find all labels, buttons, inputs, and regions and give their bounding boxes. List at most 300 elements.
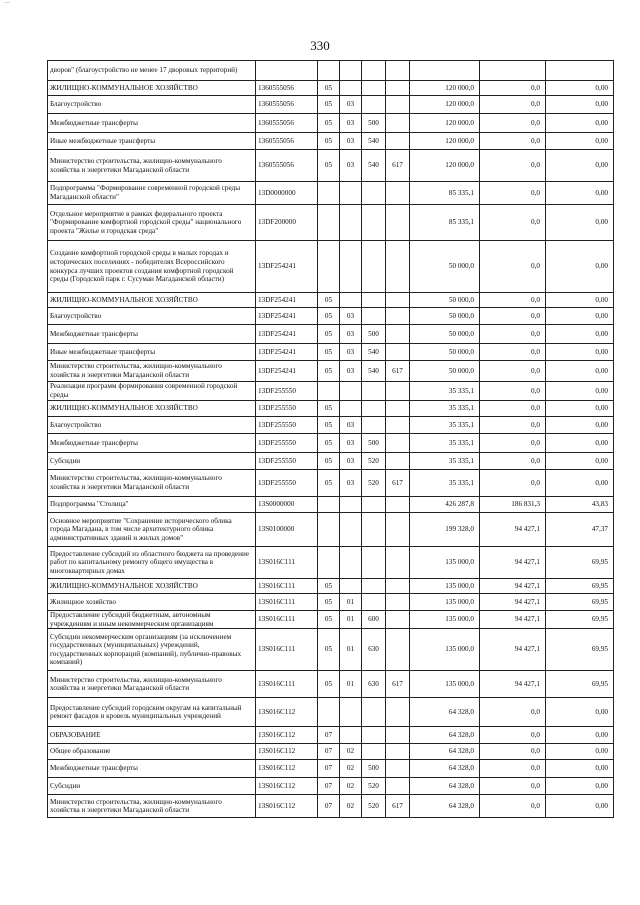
row-expense-type: 600 (362, 611, 386, 629)
row-plan-amount: 64 328,0 (410, 698, 480, 727)
row-code: 13S016C112 (256, 727, 318, 744)
row-executed-amount: 0,0 (480, 361, 546, 382)
row-percent: 0,00 (546, 382, 614, 401)
row-plan-amount: 64 328,0 (410, 778, 480, 795)
row-executed-amount: 0,0 (480, 241, 546, 293)
corner-mark: — (4, 0, 10, 6)
row-plan-amount: 120 000,0 (410, 81, 480, 96)
row-admin-code (386, 594, 410, 611)
row-expense-type: 500 (362, 760, 386, 778)
row-admin-code (386, 497, 410, 513)
row-executed-amount: 0,0 (480, 470, 546, 497)
row-name: Министерство строительства, жилищно-коммунального хозяйства и энергетики Магаданской области (48, 671, 256, 698)
table-row (48, 61, 614, 81)
budget-table-body (48, 61, 614, 818)
row-plan-amount: 50 000,0 (410, 325, 480, 344)
row-subsection: 03 (340, 325, 362, 344)
table-row (48, 241, 614, 293)
table-row (48, 744, 614, 760)
row-subsection (340, 698, 362, 727)
row-executed-amount: 94 427,1 (480, 547, 546, 579)
row-expense-type: 540 (362, 133, 386, 150)
row-name: Благоустройство (48, 308, 256, 325)
row-executed-amount: 0,0 (480, 81, 546, 96)
row-admin-code (386, 760, 410, 778)
row-expense-type (362, 308, 386, 325)
row-code: 13S016C111 (256, 594, 318, 611)
row-executed-amount: 0,0 (480, 133, 546, 150)
row-code: 13S0100000 (256, 513, 318, 547)
row-section (318, 513, 340, 547)
row-code: 13D0000000 (256, 182, 318, 205)
row-subsection: 03 (340, 361, 362, 382)
row-subsection (340, 205, 362, 241)
row-subsection (340, 293, 362, 308)
row-executed-amount: 0,0 (480, 308, 546, 325)
row-code: 13DF254241 (256, 344, 318, 361)
row-admin-code (386, 417, 410, 434)
row-percent: 69,95 (546, 629, 614, 671)
row-expense-type: 520 (362, 778, 386, 795)
row-expense-type: 630 (362, 671, 386, 698)
row-section: 07 (318, 727, 340, 744)
row-percent: 0,00 (546, 470, 614, 497)
row-plan-amount: 35 335,1 (410, 434, 480, 453)
row-section (318, 698, 340, 727)
row-expense-type (362, 579, 386, 594)
row-name: Предоставление субсидий городским округам на капитальный ремонт фасадов и кровель муниципальных учреждений (48, 698, 256, 727)
row-admin-code (386, 308, 410, 325)
row-executed-amount: 0,0 (480, 96, 546, 114)
row-code: 13DF255550 (256, 382, 318, 401)
table-row (48, 293, 614, 308)
row-admin-code (386, 382, 410, 401)
row-expense-type (362, 497, 386, 513)
row-plan-amount: 85 335,1 (410, 205, 480, 241)
row-subsection: 02 (340, 795, 362, 818)
table-row (48, 513, 614, 547)
row-executed-amount: 94 427,1 (480, 611, 546, 629)
row-percent: 0,00 (546, 344, 614, 361)
row-section (318, 497, 340, 513)
row-subsection: 03 (340, 434, 362, 453)
row-name: Предоставление субсидий бюджетным, автономным учреждениям и иным некоммерческим организациям (48, 611, 256, 629)
row-subsection: 03 (340, 470, 362, 497)
row-section: 05 (318, 308, 340, 325)
table-row (48, 96, 614, 114)
row-subsection: 03 (340, 453, 362, 470)
row-expense-type (362, 698, 386, 727)
row-plan-amount: 120 000,0 (410, 96, 480, 114)
row-name: Межбюджетные трансферты (48, 434, 256, 453)
table-row (48, 671, 614, 698)
row-expense-type: 500 (362, 434, 386, 453)
row-percent: 0,00 (546, 417, 614, 434)
row-name: ЖИЛИЩНО-КОММУНАЛЬНОЕ ХОЗЯЙСТВО (48, 293, 256, 308)
row-plan-amount: 35 335,1 (410, 417, 480, 434)
row-admin-code (386, 61, 410, 81)
row-executed-amount: 0,0 (480, 698, 546, 727)
row-executed-amount: 0,0 (480, 778, 546, 795)
row-section: 05 (318, 81, 340, 96)
table-row (48, 325, 614, 344)
row-expense-type: 520 (362, 795, 386, 818)
table-row (48, 629, 614, 671)
row-expense-type (362, 382, 386, 401)
row-admin-code (386, 241, 410, 293)
row-admin-code (386, 727, 410, 744)
row-plan-amount: 64 328,0 (410, 744, 480, 760)
row-section: 05 (318, 96, 340, 114)
row-admin-code (386, 182, 410, 205)
row-percent: 47,37 (546, 513, 614, 547)
row-code (256, 61, 318, 81)
row-plan-amount: 64 328,0 (410, 760, 480, 778)
row-plan-amount: 64 328,0 (410, 727, 480, 744)
row-subsection: 02 (340, 744, 362, 760)
row-plan-amount: 135 000,0 (410, 547, 480, 579)
row-code: 13S016C111 (256, 579, 318, 594)
table-row (48, 308, 614, 325)
table-row (48, 150, 614, 182)
row-code: 13DF200000 (256, 205, 318, 241)
row-admin-code: 617 (386, 150, 410, 182)
row-code: 13DF255550 (256, 417, 318, 434)
row-executed-amount: 94 427,1 (480, 579, 546, 594)
row-section: 05 (318, 401, 340, 417)
row-code: 13DF254241 (256, 293, 318, 308)
table-row (48, 344, 614, 361)
row-section: 05 (318, 470, 340, 497)
row-subsection (340, 513, 362, 547)
row-admin-code (386, 401, 410, 417)
row-name: Предоставление субсидий из областного бюджета на проведение работ по капитальному ремонту общего имущества в многоквартирных домах (48, 547, 256, 579)
row-section (318, 547, 340, 579)
row-percent: 69,95 (546, 671, 614, 698)
table-row (48, 611, 614, 629)
row-expense-type: 520 (362, 453, 386, 470)
table-row (48, 778, 614, 795)
row-subsection: 03 (340, 308, 362, 325)
row-section: 05 (318, 417, 340, 434)
row-name: Основное мероприятие "Сохранение исторического облика города Магадана, в том числе архитектурного облика административных зданий и жилых домов" (48, 513, 256, 547)
row-subsection: 03 (340, 150, 362, 182)
row-subsection: 03 (340, 96, 362, 114)
row-executed-amount: 0,0 (480, 205, 546, 241)
row-admin-code (386, 611, 410, 629)
row-section (318, 382, 340, 401)
row-admin-code (386, 579, 410, 594)
row-expense-type (362, 81, 386, 96)
row-percent: 69,95 (546, 547, 614, 579)
row-plan-amount: 135 000,0 (410, 611, 480, 629)
row-admin-code (386, 513, 410, 547)
row-expense-type (362, 594, 386, 611)
row-section: 05 (318, 361, 340, 382)
row-name: Благоустройство (48, 417, 256, 434)
table-row (48, 205, 614, 241)
row-plan-amount: 120 000,0 (410, 150, 480, 182)
row-executed-amount: 0,0 (480, 795, 546, 818)
row-subsection: 01 (340, 629, 362, 671)
row-expense-type (362, 417, 386, 434)
row-name: Министерство строительства, жилищно-коммунального хозяйства и энергетики Магаданской области (48, 470, 256, 497)
row-plan-amount: 35 335,1 (410, 382, 480, 401)
row-plan-amount: 85 335,1 (410, 182, 480, 205)
row-section: 05 (318, 114, 340, 133)
row-percent: 0,00 (546, 453, 614, 470)
row-name: Отдельное мероприятие в рамках федерального проекта "Формирование комфортной городской среды" национального проекта "Жилье и городская среда" (48, 205, 256, 241)
row-executed-amount: 0,0 (480, 760, 546, 778)
row-subsection (340, 61, 362, 81)
row-percent: 0,00 (546, 150, 614, 182)
row-executed-amount: 0,0 (480, 382, 546, 401)
row-section: 07 (318, 744, 340, 760)
row-section: 05 (318, 579, 340, 594)
row-expense-type (362, 547, 386, 579)
row-section: 05 (318, 629, 340, 671)
row-subsection (340, 727, 362, 744)
table-row (48, 434, 614, 453)
row-plan-amount: 135 000,0 (410, 579, 480, 594)
row-code: 13S016C112 (256, 744, 318, 760)
row-subsection: 01 (340, 611, 362, 629)
row-expense-type: 520 (362, 470, 386, 497)
row-percent: 69,95 (546, 594, 614, 611)
row-code: 13DF254241 (256, 308, 318, 325)
row-admin-code (386, 453, 410, 470)
row-executed-amount: 0,0 (480, 150, 546, 182)
row-name: Министерство строительства, жилищно-коммунального хозяйства и энергетики Магаданской области (48, 150, 256, 182)
row-subsection (340, 241, 362, 293)
row-name: Общее образование (48, 744, 256, 760)
row-executed-amount (480, 61, 546, 81)
row-expense-type (362, 182, 386, 205)
row-executed-amount: 0,0 (480, 114, 546, 133)
table-row (48, 417, 614, 434)
row-admin-code: 617 (386, 795, 410, 818)
row-name: Реализация программ формирования современной городской среды (48, 382, 256, 401)
row-subsection (340, 401, 362, 417)
row-plan-amount: 199 328,0 (410, 513, 480, 547)
row-code: 13S016C111 (256, 611, 318, 629)
row-code: 13DF254241 (256, 325, 318, 344)
row-percent: 69,95 (546, 611, 614, 629)
row-subsection (340, 547, 362, 579)
row-percent: 0,00 (546, 698, 614, 727)
row-percent (546, 61, 614, 81)
row-expense-type: 630 (362, 629, 386, 671)
row-code: 13S016C111 (256, 671, 318, 698)
row-name: ЖИЛИЩНО-КОММУНАЛЬНОЕ ХОЗЯЙСТВО (48, 579, 256, 594)
row-code: 13S016C111 (256, 547, 318, 579)
table-row (48, 133, 614, 150)
row-admin-code: 617 (386, 361, 410, 382)
row-code: 1360555056 (256, 96, 318, 114)
row-expense-type: 540 (362, 361, 386, 382)
row-percent: 0,00 (546, 434, 614, 453)
budget-table (47, 60, 614, 818)
row-section: 07 (318, 795, 340, 818)
table-row (48, 497, 614, 513)
row-section: 05 (318, 453, 340, 470)
row-section (318, 182, 340, 205)
row-subsection (340, 382, 362, 401)
row-expense-type (362, 96, 386, 114)
table-row (48, 547, 614, 579)
row-admin-code (386, 96, 410, 114)
row-name: Благоустройство (48, 96, 256, 114)
row-expense-type (362, 744, 386, 760)
row-percent: 0,00 (546, 96, 614, 114)
table-row (48, 470, 614, 497)
row-percent: 0,00 (546, 325, 614, 344)
row-percent: 0,00 (546, 795, 614, 818)
row-plan-amount: 426 287,8 (410, 497, 480, 513)
row-percent: 0,00 (546, 727, 614, 744)
row-name: Подпрограмма "Столица" (48, 497, 256, 513)
row-admin-code (386, 629, 410, 671)
row-percent: 0,00 (546, 744, 614, 760)
row-percent: 0,00 (546, 182, 614, 205)
row-expense-type (362, 293, 386, 308)
row-section: 05 (318, 594, 340, 611)
table-row (48, 401, 614, 417)
row-name: ЖИЛИЩНО-КОММУНАЛЬНОЕ ХОЗЯЙСТВО (48, 401, 256, 417)
page-number: 330 (310, 38, 330, 53)
row-name: Межбюджетные трансферты (48, 114, 256, 133)
table-row (48, 795, 614, 818)
row-code: 13S016C112 (256, 778, 318, 795)
row-code: 13S016C111 (256, 629, 318, 671)
row-subsection: 02 (340, 778, 362, 795)
row-name: Субсидии некоммерческим организациям (за исключением государственных (муниципальных) учреждений, государственных корпораций (компаний), публично-правовых компаний) (48, 629, 256, 671)
row-section: 07 (318, 760, 340, 778)
table-row (48, 81, 614, 96)
row-percent: 0,00 (546, 241, 614, 293)
row-admin-code (386, 133, 410, 150)
row-admin-code: 617 (386, 470, 410, 497)
row-code: 1360555056 (256, 133, 318, 150)
row-section (318, 61, 340, 81)
table-row (48, 727, 614, 744)
row-executed-amount: 94 427,1 (480, 594, 546, 611)
row-plan-amount: 120 000,0 (410, 133, 480, 150)
row-section: 05 (318, 611, 340, 629)
row-percent: 0,00 (546, 293, 614, 308)
row-expense-type (362, 205, 386, 241)
row-percent: 0,00 (546, 361, 614, 382)
row-executed-amount: 0,0 (480, 401, 546, 417)
row-code: 13S0000000 (256, 497, 318, 513)
row-section: 05 (318, 293, 340, 308)
row-section: 05 (318, 434, 340, 453)
row-plan-amount: 50 000,0 (410, 241, 480, 293)
row-executed-amount: 0,0 (480, 182, 546, 205)
row-plan-amount: 135 000,0 (410, 629, 480, 671)
row-percent: 0,00 (546, 205, 614, 241)
row-admin-code (386, 434, 410, 453)
row-expense-type (362, 401, 386, 417)
row-percent: 0,00 (546, 133, 614, 150)
row-subsection (340, 81, 362, 96)
row-subsection: 03 (340, 344, 362, 361)
table-row (48, 698, 614, 727)
row-name: Субсидии (48, 778, 256, 795)
row-executed-amount: 0,0 (480, 727, 546, 744)
row-subsection: 03 (340, 114, 362, 133)
row-admin-code (386, 325, 410, 344)
row-name: Субсидии (48, 453, 256, 470)
row-plan-amount: 50 000,0 (410, 361, 480, 382)
row-percent: 0,00 (546, 760, 614, 778)
table-row (48, 760, 614, 778)
row-admin-code (386, 293, 410, 308)
row-plan-amount (410, 61, 480, 81)
row-percent: 0,00 (546, 308, 614, 325)
row-name: Министерство строительства, жилищно-коммунального хозяйства и энергетики Магаданской области (48, 361, 256, 382)
row-admin-code (386, 698, 410, 727)
row-section: 05 (318, 133, 340, 150)
row-code: 13DF255550 (256, 434, 318, 453)
row-subsection (340, 182, 362, 205)
row-name: Межбюджетные трансферты (48, 325, 256, 344)
row-code: 1360555056 (256, 81, 318, 96)
row-plan-amount: 50 000,0 (410, 308, 480, 325)
row-percent: 0,00 (546, 401, 614, 417)
row-admin-code (386, 81, 410, 96)
row-name: Иные межбюджетные трансферты (48, 344, 256, 361)
row-executed-amount: 186 831,3 (480, 497, 546, 513)
row-name: Подпрограмма "Формирование современной городской среды Магаданской области" (48, 182, 256, 205)
row-code: 13DF255550 (256, 453, 318, 470)
row-name: Министерство строительства, жилищно-коммунального хозяйства и энергетики Магаданской области (48, 795, 256, 818)
row-subsection: 03 (340, 133, 362, 150)
row-section (318, 241, 340, 293)
row-plan-amount: 35 335,1 (410, 470, 480, 497)
row-admin-code (386, 547, 410, 579)
table-row (48, 114, 614, 133)
row-expense-type (362, 727, 386, 744)
table-row (48, 594, 614, 611)
row-executed-amount: 0,0 (480, 744, 546, 760)
row-code: 1360555056 (256, 150, 318, 182)
row-admin-code (386, 205, 410, 241)
row-subsection: 01 (340, 671, 362, 698)
table-row (48, 453, 614, 470)
row-executed-amount: 94 427,1 (480, 513, 546, 547)
row-percent: 0,00 (546, 81, 614, 96)
table-row (48, 579, 614, 594)
row-name: дворов" (благоустройство не менее 17 дворовых территорий) (48, 61, 256, 81)
row-executed-amount: 0,0 (480, 417, 546, 434)
row-name: Межбюджетные трансферты (48, 760, 256, 778)
row-code: 13S016C112 (256, 760, 318, 778)
row-section: 05 (318, 344, 340, 361)
row-code: 1360555056 (256, 114, 318, 133)
row-plan-amount: 35 335,1 (410, 401, 480, 417)
row-admin-code (386, 744, 410, 760)
row-plan-amount: 50 000,0 (410, 293, 480, 308)
row-admin-code: 617 (386, 671, 410, 698)
row-executed-amount: 94 427,1 (480, 629, 546, 671)
row-admin-code (386, 778, 410, 795)
row-expense-type: 500 (362, 114, 386, 133)
row-code: 13DF255550 (256, 401, 318, 417)
row-executed-amount: 0,0 (480, 325, 546, 344)
table-row (48, 382, 614, 401)
row-section: 07 (318, 778, 340, 795)
